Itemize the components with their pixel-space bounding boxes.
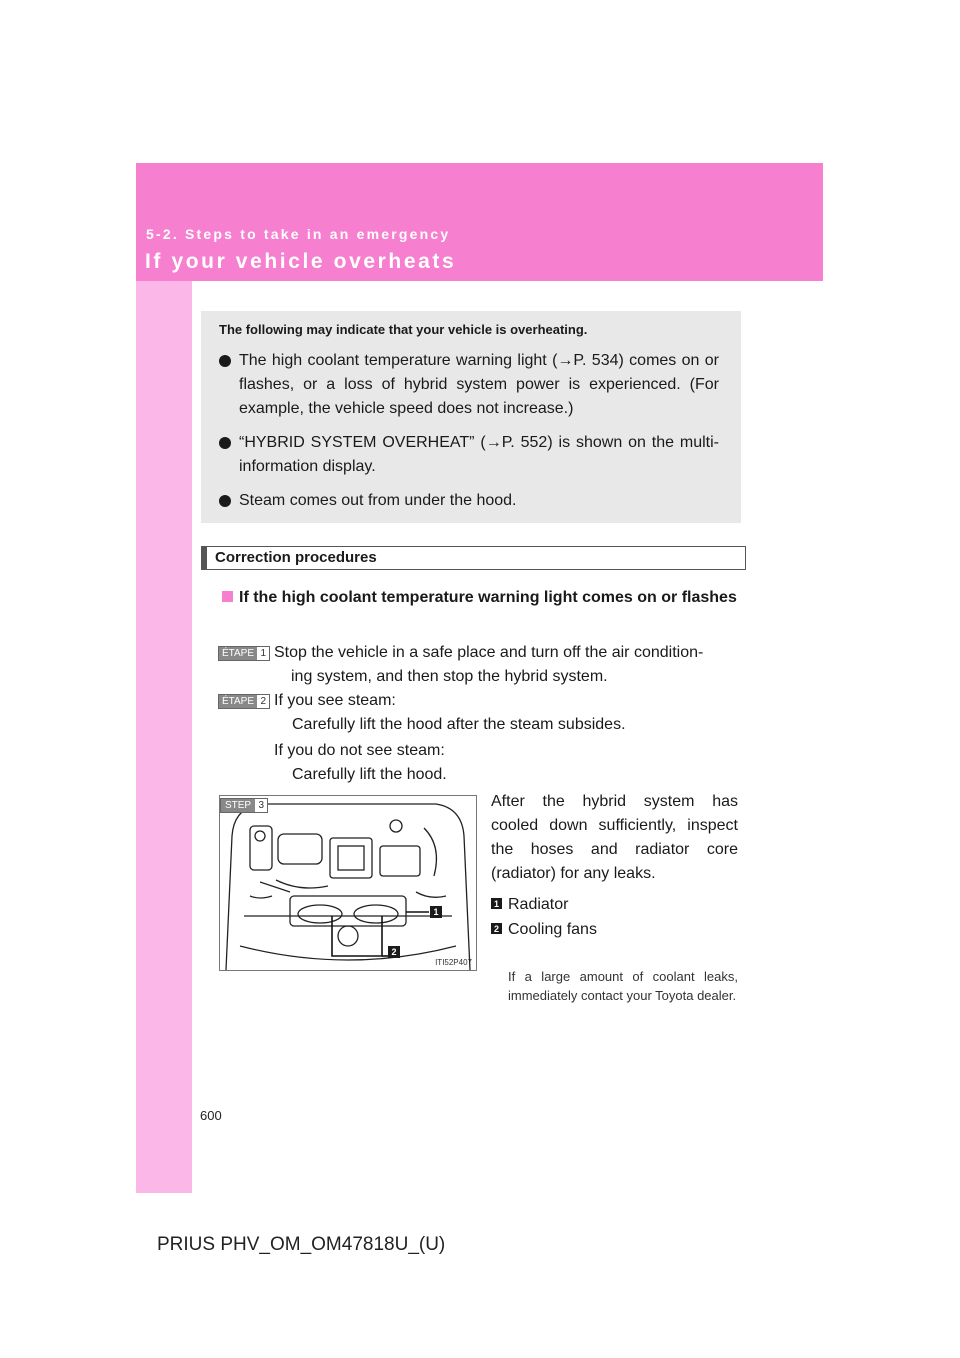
bullet-dot-icon (219, 495, 231, 507)
info-intro: The following may indicate that your vehicle is overheating. (219, 322, 588, 337)
step-3-text-line-2: cooled down sufficiently, inspect (491, 817, 738, 834)
engine-compartment-illustration (220, 796, 476, 970)
bullet-text: “HYBRID SYSTEM OVERHEAT” (→P. 552) is shown on the multi-information display. (239, 434, 719, 475)
legend-number-2: 2 (491, 923, 502, 934)
figure-code: ITI52P407 (435, 958, 472, 967)
coolant-leak-note: If a large amount of coolant leaks, immediately contact your Toyota dealer. (508, 969, 738, 1003)
step-2-case-1-label: If you see steam: (274, 692, 396, 709)
procedures-heading (201, 546, 746, 570)
legend-label: Radiator (508, 896, 569, 913)
legend-item-cooling-fans (491, 918, 597, 942)
engine-compartment-figure (219, 795, 477, 971)
procedure-subheading-text: If the high coolant temperature warning light comes on or flashes (239, 589, 737, 606)
step-1-text-line-2: ing system, and then stop the hybrid system. (291, 668, 608, 685)
step-3-text-line-3: the hoses and radiator core (491, 841, 738, 858)
step-badge-number: 3 (258, 800, 264, 811)
overheating-signs-box (201, 311, 741, 523)
legend-item-radiator (491, 893, 568, 917)
side-tab (136, 281, 192, 1193)
legend-label: Cooling fans (508, 921, 597, 938)
page-title: If your vehicle overheats (145, 250, 457, 273)
step-2-case-2-text: Carefully lift the hood. (292, 766, 447, 783)
step-badge-label: STEP (221, 799, 255, 812)
bullet-text: The high coolant temperature warning light (→P. 534) comes on or flashes, or a loss of hybrid system power is experienced. (For example, the vehicle speed does not increase.) (239, 352, 719, 417)
bullet-dot-icon (219, 355, 231, 367)
page-number: 600 (200, 1108, 222, 1123)
bullet-text: Steam comes out from under the hood. (239, 492, 517, 509)
bullet-dot-icon (219, 437, 231, 449)
procedures-heading-text: Correction procedures (215, 549, 377, 566)
legend-number-1: 1 (491, 898, 502, 909)
callout-2: 2 (388, 946, 400, 958)
footer-doc-id: PRIUS PHV_OM_OM47818U_(U) (157, 1234, 446, 1255)
procedure-subheading (222, 586, 739, 610)
bullet-item (219, 489, 719, 513)
callout-1: 1 (430, 906, 442, 918)
step-3-text-line-4: (radiator) for any leaks. (491, 865, 656, 882)
bullet-item (219, 431, 719, 479)
step-2-case-2-label: If you do not see steam: (274, 742, 445, 759)
step-badge-number: 2 (260, 696, 266, 707)
section-label: 5-2. Steps to take in an emergency (146, 226, 451, 242)
step-3-text-line-1: After the hybrid system has (491, 793, 738, 810)
step-badge-label: ÉTAPE (219, 647, 257, 660)
square-bullet-icon (222, 591, 233, 602)
step-1-text-line-1: Stop the vehicle in a safe place and turn off the air condition- (274, 644, 704, 661)
bullet-item (219, 349, 719, 421)
step-2-case-1-text: Carefully lift the hood after the steam subsides. (292, 716, 626, 733)
step-1-badge (218, 646, 270, 661)
step-3-badge (220, 798, 268, 813)
step-badge-number: 1 (260, 648, 266, 659)
step-badge-label: ÉTAPE (219, 695, 257, 708)
step-2-badge (218, 694, 270, 709)
